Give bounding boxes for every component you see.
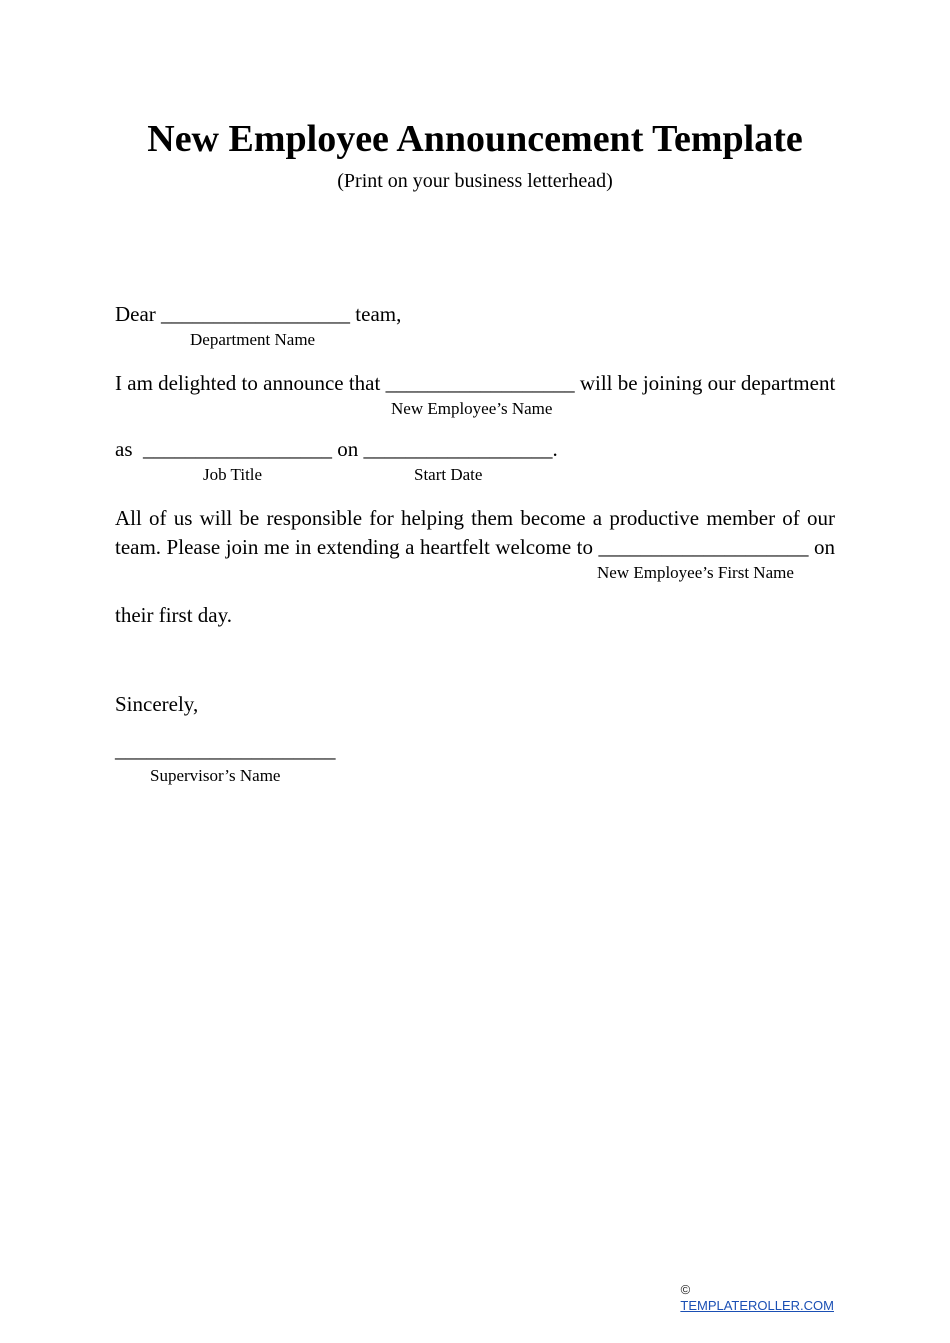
footer-credit: [673, 1266, 834, 1314]
start-date-caption: Start Date: [414, 465, 483, 484]
department-name-caption: Department Name: [190, 330, 316, 349]
job-title-caption: Job Title: [203, 465, 263, 484]
signature-line: _____________________: [115, 738, 336, 762]
copyright-icon: ©: [680, 1282, 691, 1297]
new-employee-first-name-caption: New Employee’s First Name: [597, 563, 794, 582]
new-employee-name-caption: New Employee’s Name: [391, 399, 553, 418]
closing: Sincerely,: [115, 692, 199, 716]
announce-line: I am delighted to announce that __________________ will be joining our department: [115, 371, 836, 395]
paragraph-line-1: All of us will be responsible for helping them become a productive member of our: [115, 506, 835, 530]
greeting-line: Dear __________________ team,: [115, 302, 402, 326]
supervisor-name-caption: Supervisor’s Name: [150, 766, 281, 785]
paragraph-line-3: their first day.: [115, 603, 233, 627]
templateroller-link[interactable]: TEMPLATEROLLER.COM: [680, 1298, 834, 1313]
document-subtitle: (Print on your business letterhead): [337, 170, 613, 192]
paragraph-line-2: team. Please join me in extending a heartfelt welcome to ____________________ on: [115, 535, 835, 559]
document-title: New Employee Announcement Template: [147, 118, 803, 160]
role-line: as __________________ on __________________.: [115, 437, 558, 461]
